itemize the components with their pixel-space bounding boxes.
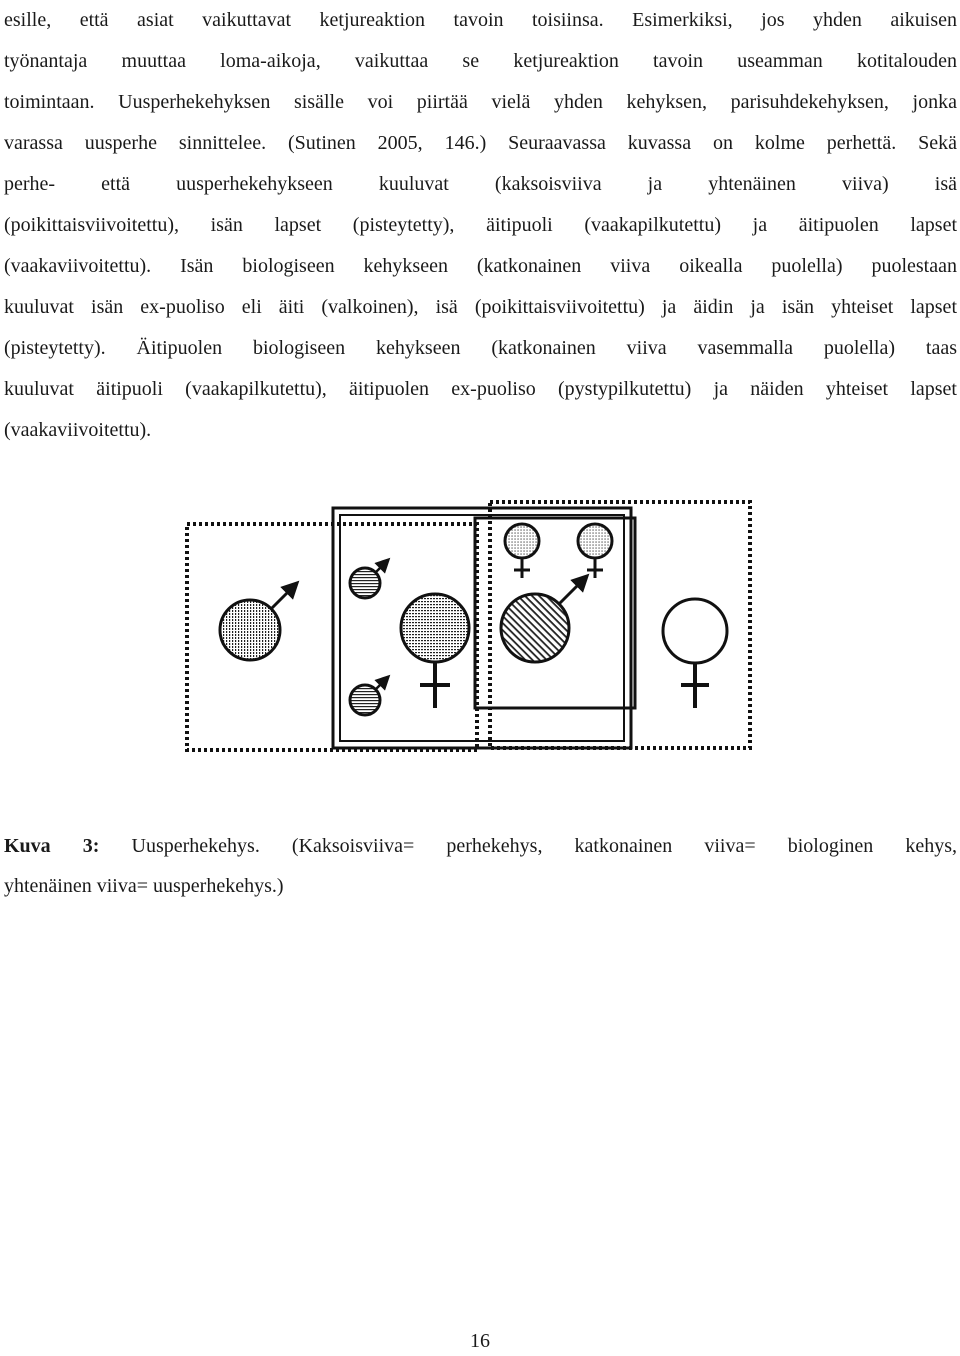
caption-text: Uusperhekehys. (Kaksoisviiva= perhekehys, katkonainen viiva= biologinen kehys, bbox=[99, 835, 958, 857]
paragraph-line: perhe- että uusperhekehykseen kuuluvat (kaksoisviiva ja yhtenäinen viiva) isä bbox=[4, 173, 957, 195]
paragraph-line: (vaakaviivoitettu). Isän biologiseen kehykseen (katkonainen viiva oikealla puolella) puolestaan bbox=[4, 255, 957, 277]
paragraph-line: toimintaan. Uusperhekehyksen sisälle voi piirtää vielä yhden kehyksen, parisuhdekehyksen, jonka bbox=[4, 91, 957, 113]
paragraph-line: kuuluvat äitipuoli (vaakapilkutettu), äitipuolen ex-puoliso (pystypilkutettu) ja näiden yhteiset lapset bbox=[4, 378, 957, 400]
paragraph-line: (pisteytetty). Äitipuolen biologiseen kehykseen (katkonainen viiva vasemmalla puolella) taas bbox=[4, 337, 957, 359]
paragraph-line: varassa uusperhe sinnittelee. (Sutinen 2005, 146.) Seuraavassa kuvassa on kolme perhettä. Sekä bbox=[4, 132, 957, 154]
female-symbol-icon bbox=[578, 524, 612, 578]
stepfamily-frame-figure bbox=[175, 478, 775, 778]
figure-caption bbox=[4, 826, 957, 906]
paragraph-line: (vaakaviivoitettu). bbox=[4, 419, 152, 441]
caption-label: Kuva 3: bbox=[4, 835, 100, 857]
page-number: 16 bbox=[470, 1330, 490, 1352]
male-symbol-icon bbox=[220, 587, 293, 660]
male-symbol-icon bbox=[501, 580, 583, 662]
caption-line bbox=[4, 826, 957, 866]
male-symbol-icon bbox=[350, 680, 385, 715]
paragraph-line: esille, että asiat vaikuttavat ketjureaktion tavoin toisiinsa. Esimerkiksi, jos yhden aikuisen bbox=[4, 9, 957, 31]
caption-line: yhtenäinen viiva= uusperhekehys.) bbox=[4, 875, 284, 897]
paragraph-line: (poikittaisviivoitettu), isän lapset (pisteytetty), äitipuoli (vaakapilkutettu) ja äitipuolen lapset bbox=[4, 214, 957, 236]
body-paragraph bbox=[4, 0, 957, 451]
female-symbol-icon bbox=[401, 594, 469, 708]
male-symbol-icon bbox=[350, 563, 385, 598]
paragraph-line: kuuluvat isän ex-puoliso eli äiti (valkoinen), isä (poikittaisviivoitettu) ja äidin ja isän yhteiset lapset bbox=[4, 296, 957, 318]
paragraph-line: työnantaja muuttaa loma-aikoja, vaikuttaa se ketjureaktion tavoin useamman kotitalouden bbox=[4, 50, 957, 72]
female-symbol-icon bbox=[663, 599, 727, 708]
female-symbol-icon bbox=[505, 524, 539, 578]
